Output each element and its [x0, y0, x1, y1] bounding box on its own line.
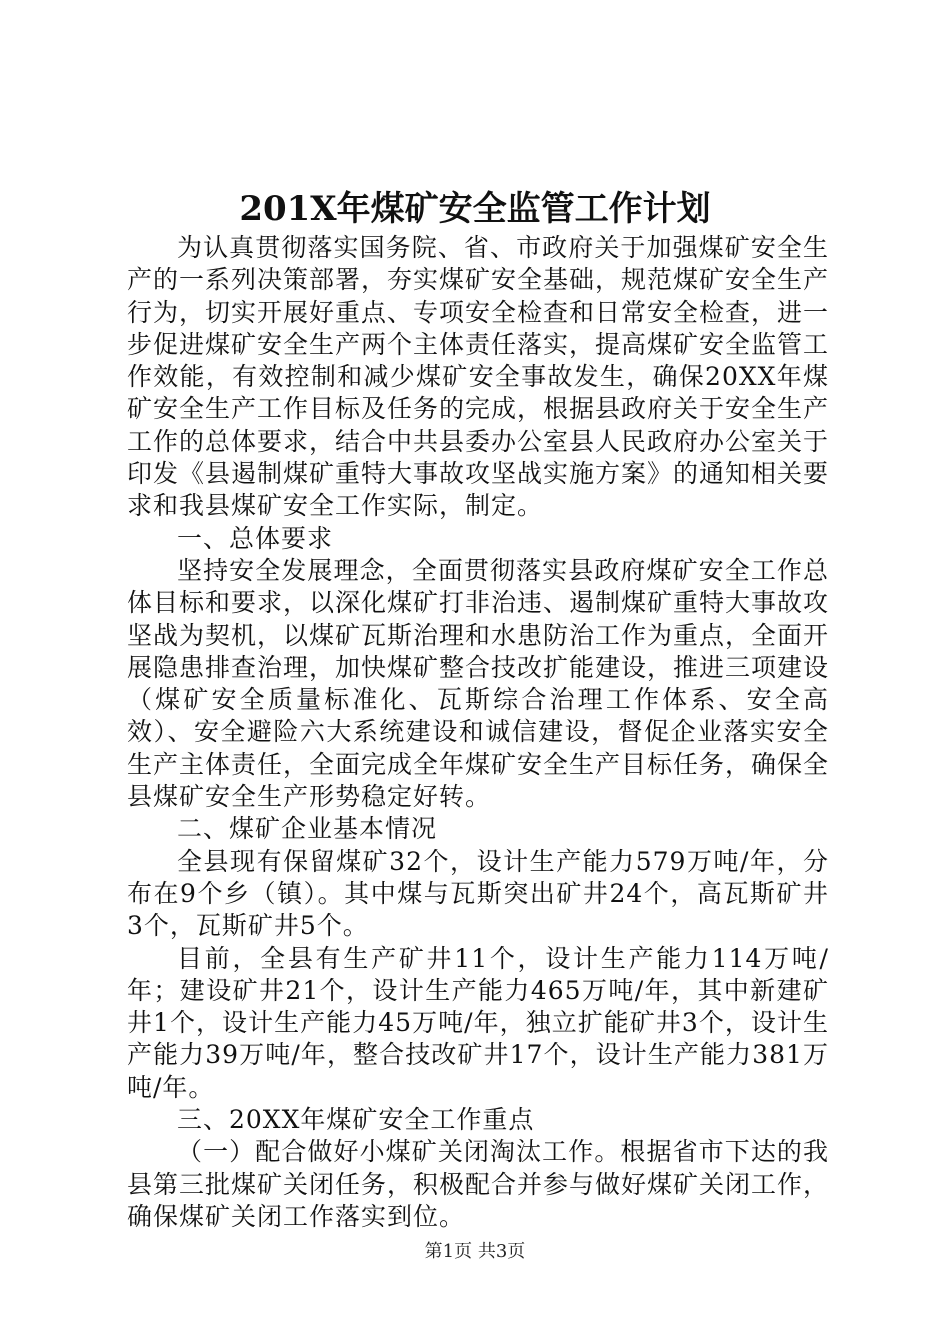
document-title: 201X年煤矿安全监管工作计划	[239, 189, 711, 229]
section-heading-basic-situation: 二、煤矿企业基本情况	[177, 814, 438, 844]
section-heading-work-focus: 三、20XX年煤矿安全工作重点	[177, 1105, 535, 1135]
current-mines-paragraph: 目前，全县有生产矿井11个，设计生产能力114万吨/年；建设矿井21个，设计生产能力465万吨/年，其中新建矿井1个，设计生产能力45万吨/年，独立扩能矿井3个，设计生产能力39万吨/年，整合技改矿井17个，设计生产能力381万吨/年。	[127, 943, 829, 1102]
general-requirements-paragraph: 坚持安全发展理念，全面贯彻落实县政府煤矿安全工作总体目标和要求，以深化煤矿打非治违、遏制煤矿重特大事故攻坚战为契机，以煤矿瓦斯治理和水患防治工作为重点，全面开展隐患排查治理，加快煤矿整合技改扩能建设，推进三项建设（煤矿安全质量标准化、瓦斯综合治理工作体系、安全高效）、安全避险六大系统建设和诚信建设，督促企业落实安全生产主体责任，全面完成全年煤矿安全生产目标任务，确保全县煤矿安全生产形势稳定好转。	[127, 555, 830, 812]
page-number-footer: 第1页 共3页	[424, 1241, 526, 1262]
intro-paragraph: 为认真贯彻落实国务院、省、市政府关于加强煤矿安全生产的一系列决策部署，夯实煤矿安全基础，规范煤矿安全生产行为，切实开展好重点、专项安全检查和日常安全检查，进一步促进煤矿安全生产两个主体责任落实，提高煤矿安全监管工作效能，有效控制和减少煤矿安全事故发生，确保20XX年煤矿安全生产工作目标及任务的完成，根据县政府关于安全生产工作的总体要求，结合中共县委办公室县人民政府办公室关于印发《县遏制煤矿重特大事故攻坚战实施方案》的通知相关要求和我县煤矿安全工作实际，制定。	[127, 233, 830, 521]
section-heading-general-requirements: 一、总体要求	[177, 523, 334, 553]
work-focus-item-1-paragraph: （一）配合做好小煤矿关闭淘汰工作。根据省市下达的我县第三批煤矿关闭任务，积极配合并参与做好煤矿关闭工作，确保煤矿关闭工作落实到位。	[127, 1137, 830, 1231]
document-body	[127, 232, 829, 1233]
basic-situation-paragraph: 全县现有保留煤矿32个，设计生产能力579万吨/年，分布在9个乡（镇）。其中煤与瓦斯突出矿井24个，高瓦斯矿井3个，瓦斯矿井5个。	[127, 846, 829, 941]
